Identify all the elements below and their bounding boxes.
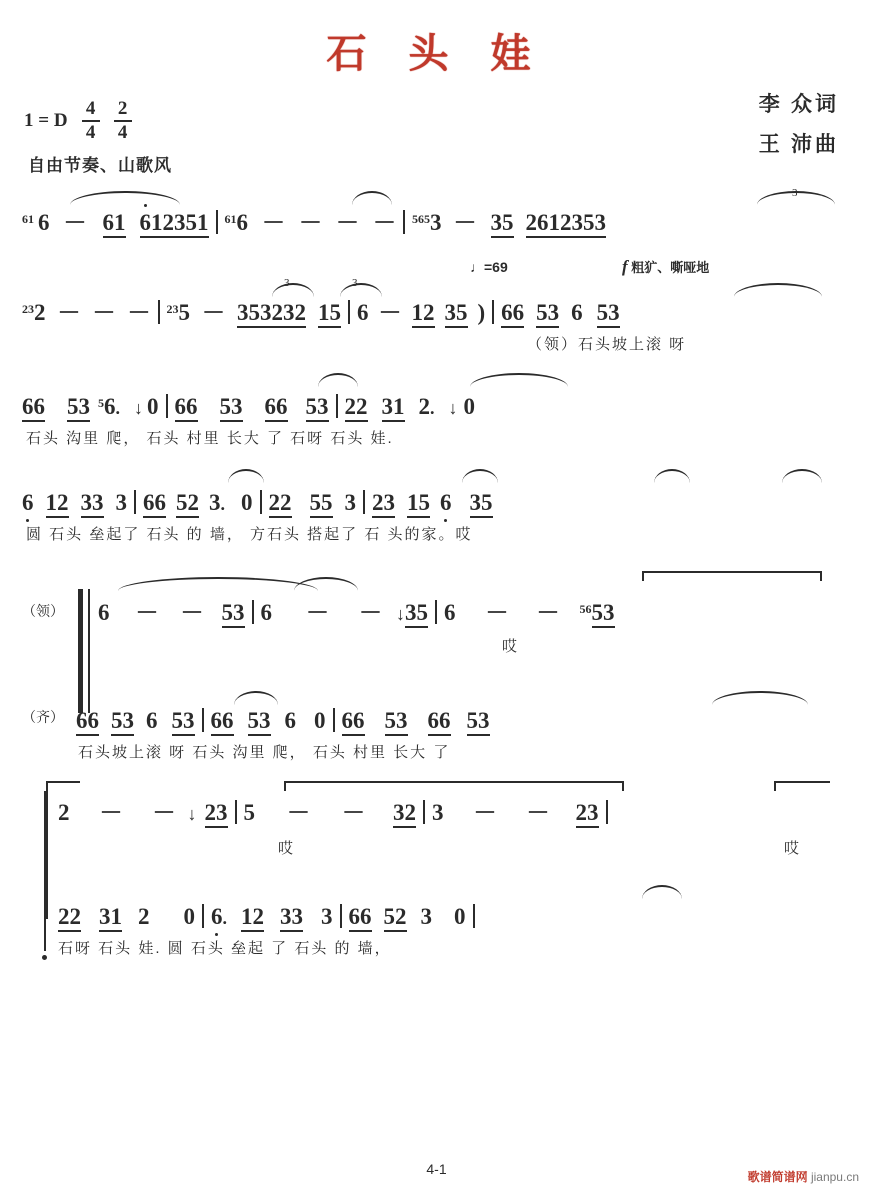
slur-arc — [654, 469, 690, 483]
key-signature-block — [24, 99, 132, 143]
grace-note: 565 — [412, 212, 430, 226]
music-system-1 — [22, 187, 851, 251]
page-title: 石 头 娃 — [326, 31, 547, 76]
system-4-notes: 6 12 33 3 66 52 3. 0 22 55 3 23 15 6 35 — [22, 487, 493, 518]
slur-arc — [228, 469, 264, 483]
system-8-notes: 22 31 2 0 6. 12 33 3 66 52 3 0 — [58, 901, 482, 932]
dynamic-mark: f — [622, 257, 628, 276]
metronome-mark: ♩=69 — [470, 259, 508, 275]
lyricist-credit: 李 众词 — [758, 92, 839, 116]
time-signature-1 — [82, 99, 100, 143]
system-7-lyrics-1: 哎 — [278, 840, 296, 857]
system-8-lyrics: 石呀 石头 娃. 圆 石头 垒起 了 石头 的 墙， — [58, 940, 392, 957]
barline — [44, 885, 46, 951]
bracket-line — [642, 571, 822, 573]
slur-arc — [352, 191, 392, 205]
slur-arc — [340, 283, 382, 297]
system-2-lyrics: （领）石头坡上滚 呀 — [527, 336, 687, 353]
music-system-5 — [22, 571, 851, 677]
system-4-lyrics: 圆 石头 垒起了 石头 的 墙， 方石头 搭起了 石 头的家。哎 — [26, 526, 473, 543]
triplet-mark: 3 — [284, 277, 290, 289]
triplet-mark: 3 — [792, 187, 798, 199]
system-6-lyrics: 石头坡上滚 呀 石头 沟里 爬， 石头 村里 长大 了 — [78, 744, 451, 761]
bracket-tick — [820, 571, 822, 581]
watermark-text-cn: 歌谱简谱网 — [747, 1170, 808, 1184]
credits-block — [759, 85, 839, 165]
system-7-lyrics-2: 哎 — [784, 840, 802, 857]
watermark-text-url: jianpu.cn — [810, 1170, 859, 1184]
slur-arc — [318, 373, 358, 387]
meter2-denominator: 4 — [117, 121, 128, 143]
grace-note: 56 — [579, 602, 592, 616]
bracket-tick — [774, 781, 776, 791]
system-3-notes: 66 53 $^5$6. ↓ 0 66 53 66 53 22 31 2. ↓ 0 — [22, 391, 475, 422]
part-label-tutti: （齐） — [22, 709, 64, 725]
tempo-marking — [470, 259, 508, 275]
slur-arc — [234, 691, 278, 705]
music-system-3 — [22, 369, 851, 447]
score-header — [0, 79, 873, 187]
slur-arc — [294, 577, 358, 591]
system-1-notes: $^{61}$ 6 － 61 612351 $^{61}$6 － － － － $^{565}$3 － 35 2612353 — [22, 207, 606, 238]
music-system-6 — [22, 685, 851, 763]
system-5-notes: 6 － － 53 6 － － ↓35 6 － － $^{56}$53 — [98, 597, 615, 628]
grace-note: 5 — [98, 396, 104, 410]
bracket-tick — [284, 781, 286, 791]
grace-note: 23 — [166, 302, 179, 316]
style-direction: 自由节奏、山歌风 — [28, 156, 172, 175]
triplet-mark: 3 — [352, 277, 358, 289]
slur-arc — [470, 373, 568, 387]
bracket-tick — [622, 781, 624, 791]
grace-note: 61 — [224, 212, 237, 226]
bracket-line — [284, 781, 624, 783]
page-number: 4-1 — [426, 1161, 447, 1177]
composer-credit: 王 沛曲 — [758, 131, 839, 156]
slur-arc — [642, 885, 682, 899]
expression-marking — [622, 259, 709, 275]
sheet-music-page — [0, 22, 873, 1193]
music-system-4 — [22, 465, 851, 545]
slur-arc — [734, 283, 822, 297]
system-5-lyrics: 哎 — [502, 638, 520, 655]
music-system-7 — [22, 781, 851, 871]
slur-arc — [272, 283, 314, 297]
slur-arc — [712, 691, 808, 705]
expression-text: 粗犷、嘶哑地 — [631, 260, 710, 275]
grace-note: 61 — [22, 212, 34, 226]
time-signature-2 — [114, 99, 132, 143]
slur-arc — [782, 469, 822, 483]
meter1-numerator: 4 — [85, 98, 96, 119]
slur-arc — [70, 191, 180, 205]
slur-arc — [462, 469, 498, 483]
bracket-line — [46, 781, 80, 783]
grace-note: 23 — [22, 302, 34, 316]
key-label: 1 = D — [24, 109, 68, 131]
slur-arc — [118, 577, 318, 591]
meter1-denominator: 4 — [85, 121, 96, 143]
system-7-notes: 2 － － ↓ 23 5 － － 32 3 － － 23 — [58, 797, 615, 828]
system-3-lyrics: 石头 沟里 爬， 石头 村里 长大 了 石呀 石头 娃. — [26, 430, 394, 447]
meter2-numerator: 2 — [117, 98, 128, 119]
bracket-line — [774, 781, 830, 783]
system-2-notes: $^{23}$2 － － － $^{23}$5 － 353232 15 6 － 12 35 ) 66 53 6 53 — [22, 297, 620, 328]
system-6-notes: 66 53 6 53 66 53 6 0 66 53 66 53 — [76, 705, 490, 736]
music-system-8 — [22, 881, 851, 965]
music-system-2 — [22, 257, 851, 357]
repeat-dot — [42, 955, 47, 960]
bracket-tick — [642, 571, 644, 581]
part-label-lead: （领） — [22, 603, 64, 619]
